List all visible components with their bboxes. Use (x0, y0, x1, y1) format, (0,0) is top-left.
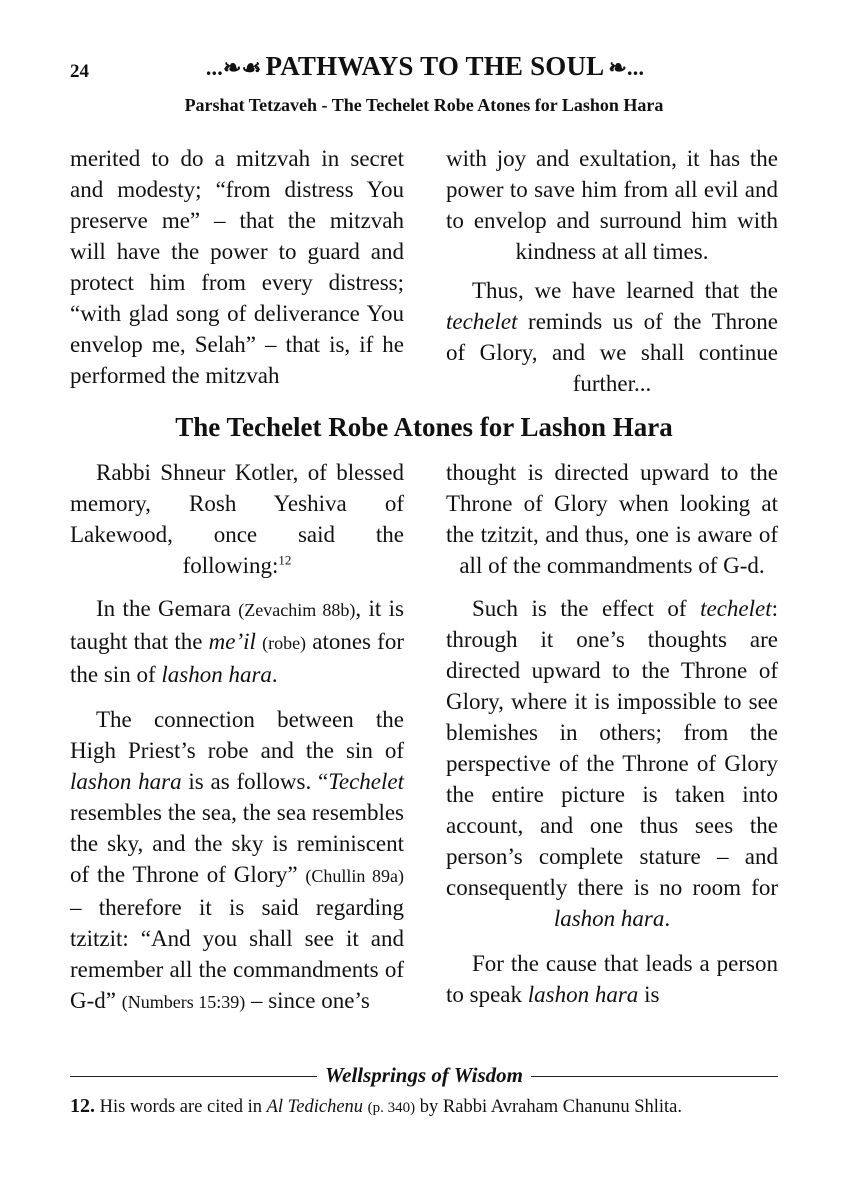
running-title (130, 51, 720, 82)
separator-label: Wellsprings of Wisdom (317, 1063, 531, 1088)
ornament-left-icon: ...❧☙ (205, 55, 262, 80)
bottom-left-column (70, 457, 404, 1018)
paragraph: merited to do a mitzvah in secret and modesty; “from distress You preserve me” – that the mitzvah will have the power to guard and protect him from every distress; “with glad song of deliverance You envelop me, Selah” – that is, if he performed the mitzvah (70, 146, 404, 388)
running-subtitle: Parshat Tetzaveh - The Techelet Robe Atones for Lashon Hara (184, 95, 664, 115)
bottom-right-column (446, 457, 778, 1010)
paragraph: In the Gemara (Zevachim 88b), it is taught that the me’il (robe) atones for the sin of lashon hara. (70, 596, 405, 687)
paragraph: Thus, we have learned that the techelet reminds us of the Throne of Glory, and we shall continue further... (446, 278, 778, 396)
page-number: 24 (70, 61, 89, 82)
paragraph: Such is the effect of techelet: through it one’s thoughts are directed upward to the Throne of Glory, where it is impossible to see blemishes in others; from the perspective of the Throne of Glory the entire picture is taken into account, and one thus sees the person’s complete stature – and consequently there is no room for lashon hara. (446, 596, 778, 931)
footnote-number: 12. (70, 1095, 95, 1117)
footnote-separator (70, 1063, 778, 1089)
footnote: 12. His words are cited in Al Tedichenu (p. 340) by Rabbi Avraham Chanunu Shlita. (70, 1095, 683, 1117)
top-left-column (70, 143, 404, 391)
paragraph: The connection between the High Priest’s robe and the sin of lashon hara is as follows. “Techelet resembles the sea, the sea resembles the sky, and the sky is reminiscent of the Throne of Glory” (Chullin 89a) – therefore it is said regarding tzitzit: “And you shall see it and remember all the commandments of G-d” (Numbers 15:39) – since one’s (70, 707, 404, 1013)
footnote-ref[interactable]: 12 (278, 552, 292, 568)
paragraph: Rabbi Shneur Kotler, of blessed memory, Rosh Yeshiva of Lakewood, once said the following:$^{12}$ (70, 460, 404, 578)
ornament-right-icon: ❧... (608, 55, 645, 80)
paragraph: For the cause that leads a person to speak lashon hara is (446, 951, 778, 1007)
paragraph: thought is directed upward to the Throne of Glory when looking at the tzitzit, and thus, one is aware of all of the commandments of G-d. (446, 460, 778, 578)
paragraph: with joy and exultation, it has the power to save him from all evil and to envelop and surround him with kindness at all times. (446, 146, 778, 264)
running-title-text: PATHWAYS TO THE SOUL (265, 51, 605, 81)
section-heading: The Techelet Robe Atones for Lashon Hara (175, 412, 673, 442)
top-right-column (446, 143, 778, 399)
